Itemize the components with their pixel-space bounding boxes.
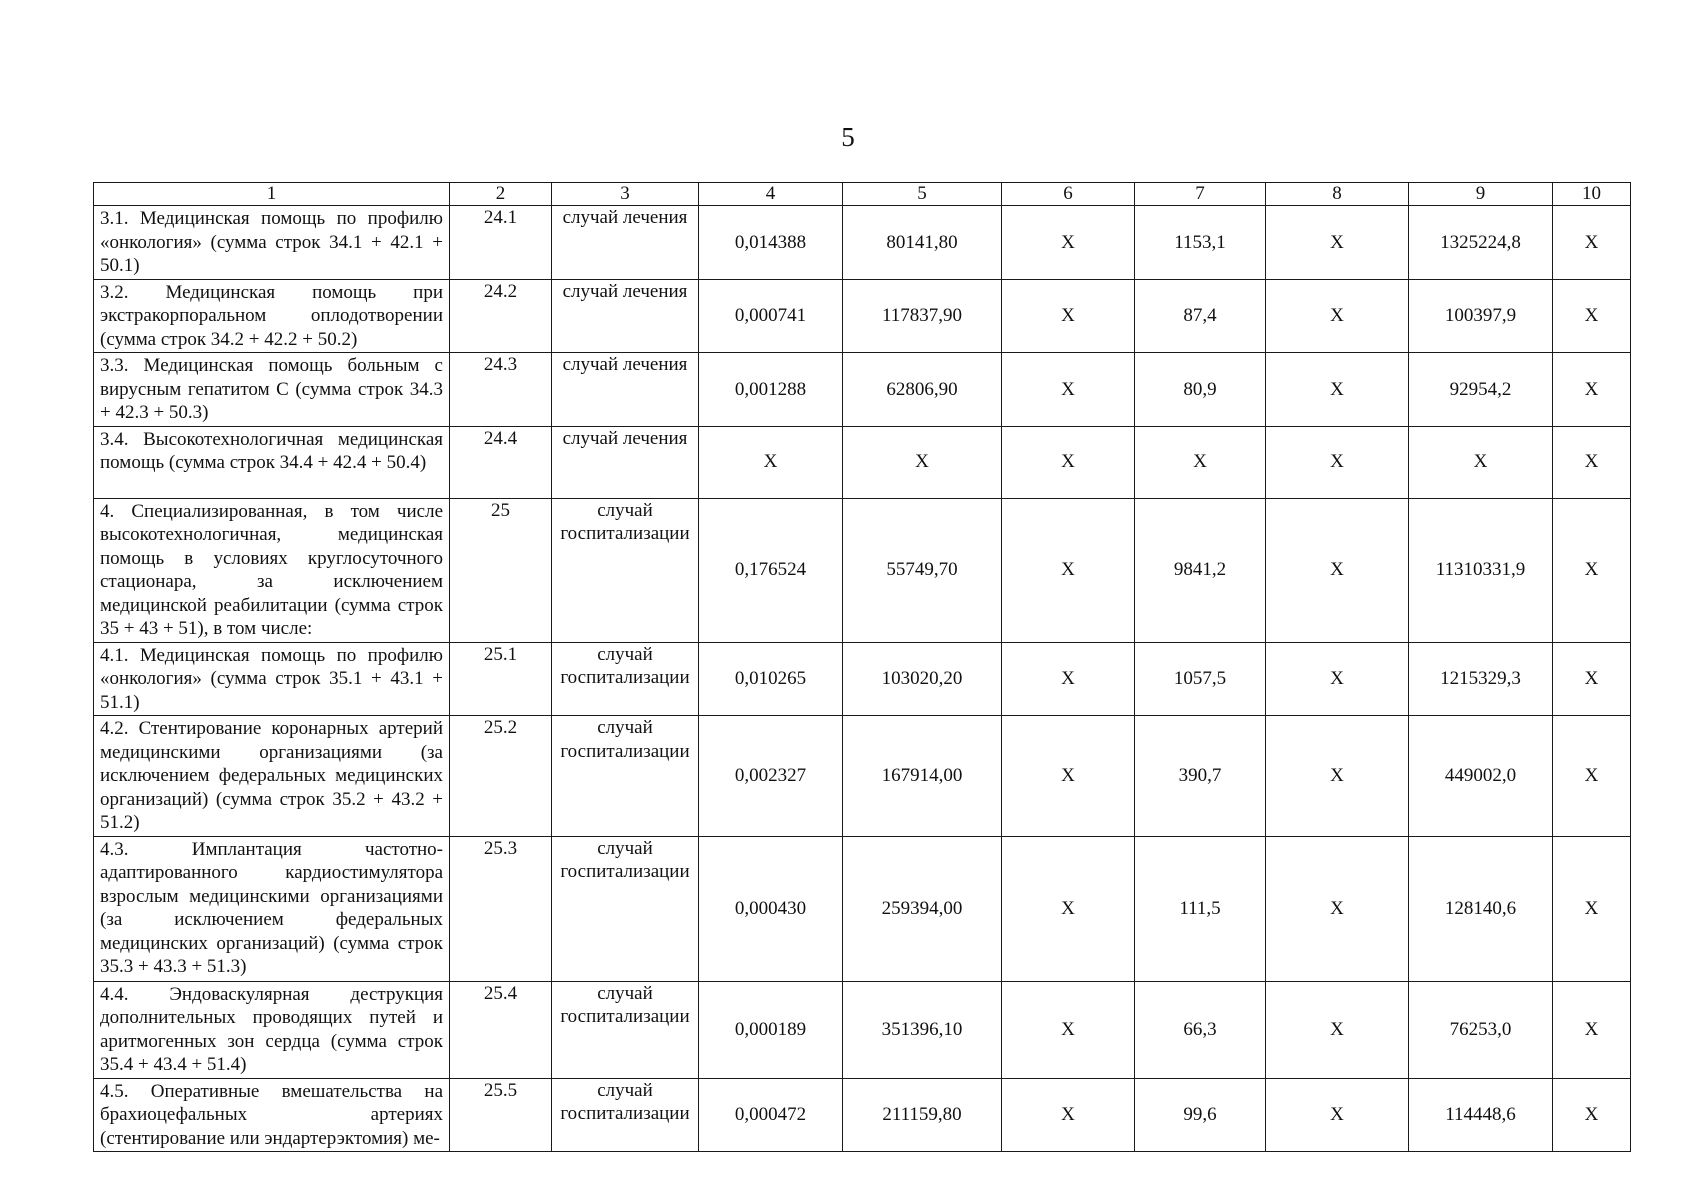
cell-col10: X: [1553, 279, 1631, 353]
cell-col6: X: [1002, 353, 1135, 427]
cell-col5: 211159,80: [843, 1078, 1002, 1152]
row-name: 4.3. Имплантация частотно-адаптированного кардиостимулятора взрослым медицинскими организациями (за исключением федеральных медицинских организаций) (сумма строк 35.3 + 43.3 + 51.3): [94, 836, 450, 981]
row-unit: случай госпитализации: [552, 716, 699, 837]
table-row: [94, 642, 1631, 716]
cell-col7: X: [1135, 426, 1266, 498]
cell-col7: 1153,1: [1135, 206, 1266, 280]
cell-col8: X: [1266, 836, 1409, 981]
cell-col7: 66,3: [1135, 981, 1266, 1078]
cell-col9: 92954,2: [1409, 353, 1553, 427]
row-name: 4. Специализированная, в том числе высокотехнологичная, медицинская помощь в условиях круглосуточного стационара, за исключением медицинской реабилитации (сумма строк 35 + 43 + 51), в том числе:: [94, 498, 450, 642]
row-unit: случай госпитализации: [552, 981, 699, 1078]
row-code: 24.3: [450, 353, 552, 427]
row-unit: случай госпитализации: [552, 642, 699, 716]
cell-col7: 9841,2: [1135, 498, 1266, 642]
row-unit: случай госпитализации: [552, 1078, 699, 1152]
cell-col7: 99,6: [1135, 1078, 1266, 1152]
row-name: 3.3. Медицинская помощь больным с вирусным гепатитом С (сумма строк 34.3 + 42.3 + 50.3): [94, 353, 450, 427]
row-code: 25.2: [450, 716, 552, 837]
table-row: [94, 206, 1631, 280]
row-code: 25.1: [450, 642, 552, 716]
row-code: 24.4: [450, 426, 552, 498]
row-code: 25.4: [450, 981, 552, 1078]
column-header: 6: [1002, 183, 1135, 206]
cell-col8: X: [1266, 353, 1409, 427]
cell-col10: X: [1553, 716, 1631, 837]
cell-col8: X: [1266, 716, 1409, 837]
column-header: 4: [699, 183, 843, 206]
cell-col9: 1215329,3: [1409, 642, 1553, 716]
cell-col10: X: [1553, 498, 1631, 642]
cell-col7: 390,7: [1135, 716, 1266, 837]
cell-col5: 80141,80: [843, 206, 1002, 280]
row-name: 3.1. Медицинская помощь по профилю «онкология» (сумма строк 34.1 + 42.1 + 50.1): [94, 206, 450, 280]
cell-col6: X: [1002, 836, 1135, 981]
table-row: [94, 1078, 1631, 1152]
row-unit: случай госпитализации: [552, 836, 699, 981]
row-name: 4.2. Стентирование коронарных артерий медицинскими организациями (за исключением федеральных медицинских организаций) (сумма строк 35.2 + 43.2 + 51.2): [94, 716, 450, 837]
cell-col10: X: [1553, 981, 1631, 1078]
cell-col5: 351396,10: [843, 981, 1002, 1078]
cell-col8: X: [1266, 279, 1409, 353]
cell-col9: X: [1409, 426, 1553, 498]
row-code: 25: [450, 498, 552, 642]
cell-col8: X: [1266, 1078, 1409, 1152]
row-unit: случай госпитализации: [552, 498, 699, 642]
cell-col5: 103020,20: [843, 642, 1002, 716]
cell-col5: 167914,00: [843, 716, 1002, 837]
cell-col5: 259394,00: [843, 836, 1002, 981]
cell-col9: 11310331,9: [1409, 498, 1553, 642]
cell-col7: 111,5: [1135, 836, 1266, 981]
cell-col8: X: [1266, 426, 1409, 498]
cell-col9: 100397,9: [1409, 279, 1553, 353]
row-code: 25.5: [450, 1078, 552, 1152]
cell-col9: 76253,0: [1409, 981, 1553, 1078]
column-header: 2: [450, 183, 552, 206]
cell-col4: 0,176524: [699, 498, 843, 642]
cell-col4: 0,002327: [699, 716, 843, 837]
cell-col6: X: [1002, 426, 1135, 498]
cell-col4: 0,010265: [699, 642, 843, 716]
cell-col10: X: [1553, 1078, 1631, 1152]
cell-col7: 80,9: [1135, 353, 1266, 427]
cell-col10: X: [1553, 206, 1631, 280]
row-name: 3.2. Медицинская помощь при экстракорпоральном оплодотворении (сумма строк 34.2 + 42.2 + 50.2): [94, 279, 450, 353]
column-header: 10: [1553, 183, 1631, 206]
cell-col10: X: [1553, 353, 1631, 427]
row-code: 25.3: [450, 836, 552, 981]
cell-col6: X: [1002, 981, 1135, 1078]
cell-col5: 117837,90: [843, 279, 1002, 353]
cell-col6: X: [1002, 1078, 1135, 1152]
cell-col9: 449002,0: [1409, 716, 1553, 837]
column-header: 1: [94, 183, 450, 206]
cell-col4: 0,000430: [699, 836, 843, 981]
cell-col9: 1325224,8: [1409, 206, 1553, 280]
table-row: [94, 716, 1631, 837]
row-unit: случай лечения: [552, 426, 699, 498]
row-unit: случай лечения: [552, 279, 699, 353]
cell-col5: 62806,90: [843, 353, 1002, 427]
cell-col7: 87,4: [1135, 279, 1266, 353]
column-header: 8: [1266, 183, 1409, 206]
cell-col6: X: [1002, 642, 1135, 716]
cell-col6: X: [1002, 279, 1135, 353]
table-row: [94, 498, 1631, 642]
row-unit: случай лечения: [552, 353, 699, 427]
row-name: 4.4. Эндоваскулярная деструкция дополнительных проводящих путей и аритмогенных зон сердца (сумма строк 35.4 + 43.4 + 51.4): [94, 981, 450, 1078]
cell-col6: X: [1002, 498, 1135, 642]
table-row: [94, 426, 1631, 498]
row-code: 24.2: [450, 279, 552, 353]
row-name: 4.1. Медицинская помощь по профилю «онкология» (сумма строк 35.1 + 43.1 + 51.1): [94, 642, 450, 716]
table-row: [94, 279, 1631, 353]
cell-col6: X: [1002, 206, 1135, 280]
cell-col9: 128140,6: [1409, 836, 1553, 981]
page-number: 5: [841, 122, 855, 152]
cell-col9: 114448,6: [1409, 1078, 1553, 1152]
column-header: 7: [1135, 183, 1266, 206]
column-header: 9: [1409, 183, 1553, 206]
table-row: [94, 981, 1631, 1078]
column-header: 3: [552, 183, 699, 206]
table-header-row: [94, 183, 1631, 206]
cell-col10: X: [1553, 836, 1631, 981]
row-name: 4.5. Оперативные вмешательства на брахиоцефальных артериях (стентирование или эндартерэктомия) ме-: [94, 1078, 450, 1152]
table-row: [94, 836, 1631, 981]
table-row: [94, 353, 1631, 427]
row-unit: случай лечения: [552, 206, 699, 280]
row-name: 3.4. Высокотехнологичная медицинская помощь (сумма строк 34.4 + 42.4 + 50.4): [94, 426, 450, 498]
cell-col5: 55749,70: [843, 498, 1002, 642]
cell-col10: X: [1553, 642, 1631, 716]
cell-col10: X: [1553, 426, 1631, 498]
cell-col4: 0,014388: [699, 206, 843, 280]
cell-col8: X: [1266, 498, 1409, 642]
cell-col4: 0,001288: [699, 353, 843, 427]
row-code: 24.1: [450, 206, 552, 280]
cell-col8: X: [1266, 981, 1409, 1078]
cell-col5: X: [843, 426, 1002, 498]
cell-col4: 0,000189: [699, 981, 843, 1078]
cell-col4: 0,000741: [699, 279, 843, 353]
cell-col7: 1057,5: [1135, 642, 1266, 716]
cell-col4: X: [699, 426, 843, 498]
cell-col4: 0,000472: [699, 1078, 843, 1152]
cell-col6: X: [1002, 716, 1135, 837]
column-header: 5: [843, 183, 1002, 206]
data-table: [93, 182, 1631, 1152]
cell-col8: X: [1266, 642, 1409, 716]
cell-col8: X: [1266, 206, 1409, 280]
